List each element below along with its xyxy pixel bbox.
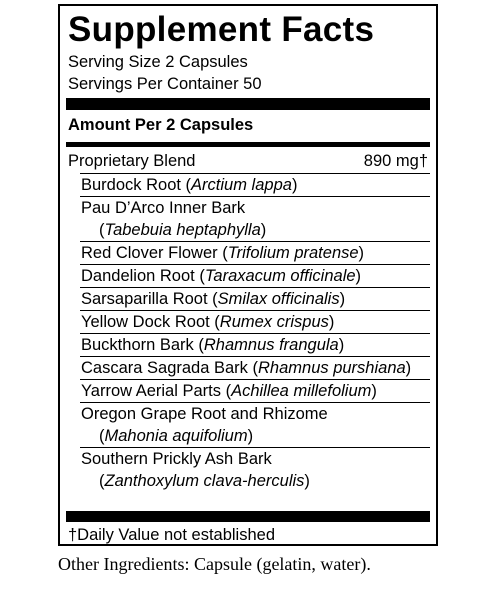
ingredient-paren-open: ( xyxy=(99,472,105,490)
ingredient-line xyxy=(81,403,430,425)
ingredient-scientific-name: Mahonia aquifolium xyxy=(104,427,248,445)
ingredient-row xyxy=(80,196,430,241)
ingredient-row xyxy=(80,173,430,196)
thick-divider-bottom xyxy=(66,511,430,522)
ingredient-name: Cascara Sagrada Bark ( xyxy=(81,359,258,377)
ingredient-name: Red Clover Flower ( xyxy=(81,244,228,262)
ingredient-paren-close: ) xyxy=(358,244,365,262)
ingredient-line xyxy=(81,357,430,379)
ingredient-scientific-name: Taraxacum officinale xyxy=(204,267,356,285)
ingredient-scientific-name: Rhamnus frangula xyxy=(203,336,339,354)
ingredient-paren-close: ) xyxy=(405,359,412,377)
ingredient-line xyxy=(81,242,430,264)
ingredient-line xyxy=(81,219,430,241)
ingredient-scientific-name: Rumex crispus xyxy=(219,313,329,331)
ingredient-row xyxy=(80,264,430,287)
ingredient-name: Yellow Dock Root ( xyxy=(81,313,220,331)
ingredient-paren-close: ) xyxy=(247,427,254,445)
ingredient-line xyxy=(81,174,430,196)
ingredient-line xyxy=(81,311,430,333)
ingredient-name: Yarrow Aerial Parts ( xyxy=(81,382,232,400)
ingredient-row xyxy=(80,356,430,379)
ingredient-paren-close: ) xyxy=(371,382,377,400)
ingredient-line xyxy=(81,197,430,219)
blend-name: Proprietary Blend xyxy=(68,152,196,170)
ingredient-line xyxy=(81,470,430,492)
ingredient-paren-close: ) xyxy=(328,313,335,331)
ingredient-name: Buckthorn Bark ( xyxy=(81,336,204,354)
ingredient-scientific-name: Achillea millefolium xyxy=(231,382,372,400)
ingredient-name: Pau D’Arco Inner Bark xyxy=(81,199,246,217)
ingredient-scientific-name: Smilax officinalis xyxy=(217,290,340,308)
ingredient-paren-close: ) xyxy=(304,472,310,490)
ingredient-scientific-name: Rhamnus purshiana xyxy=(258,359,406,377)
supplement-facts-panel xyxy=(58,4,438,546)
panel-content xyxy=(66,6,430,544)
daily-value-footnote: †Daily Value not established xyxy=(68,526,275,544)
ingredient-line xyxy=(81,288,430,310)
ingredient-name: Burdock Root ( xyxy=(81,176,192,194)
ingredient-scientific-name: Tabebuia heptaphylla xyxy=(104,221,261,239)
servings-per-container: Servings Per Container 50 xyxy=(68,75,262,93)
ingredient-row xyxy=(80,333,430,356)
thick-divider-top xyxy=(66,98,430,110)
ingredient-name: Sarsaparilla Root ( xyxy=(81,290,218,308)
amount-header: Amount Per 2 Capsules xyxy=(68,116,254,134)
ingredient-name: Southern Prickly Ash Bark xyxy=(81,450,272,468)
ingredient-line xyxy=(81,425,430,447)
ingredient-paren-close: ) xyxy=(338,336,345,354)
ingredient-line xyxy=(81,448,430,470)
serving-size: Serving Size 2 Capsules xyxy=(68,53,248,71)
ingredient-paren-close: ) xyxy=(291,176,298,194)
ingredient-row xyxy=(80,402,430,447)
medium-divider xyxy=(66,142,430,147)
ingredient-row xyxy=(80,241,430,264)
ingredient-row xyxy=(80,447,430,492)
proprietary-blend-row xyxy=(68,151,428,171)
ingredient-paren-close: ) xyxy=(339,290,346,308)
ingredient-paren-open: ( xyxy=(99,427,105,445)
panel-title: Supplement Facts xyxy=(68,10,375,49)
ingredient-row xyxy=(80,379,430,402)
ingredient-name: Oregon Grape Root and Rhizome xyxy=(81,405,328,423)
ingredient-paren-open: ( xyxy=(99,221,105,239)
ingredient-list xyxy=(80,173,430,492)
ingredient-row xyxy=(80,287,430,310)
ingredient-scientific-name: Zanthoxylum clava-herculis xyxy=(104,472,305,490)
ingredient-scientific-name: Arctium lappa xyxy=(191,176,292,194)
blend-amount: 890 mg† xyxy=(363,152,428,170)
other-ingredients: Other Ingredients: Capsule (gelatin, water). xyxy=(58,554,371,574)
ingredient-line xyxy=(81,334,430,356)
ingredient-row xyxy=(80,310,430,333)
ingredient-paren-close: ) xyxy=(355,267,362,285)
ingredient-scientific-name: Trifolium pratense xyxy=(227,244,359,262)
ingredient-line xyxy=(81,380,430,402)
ingredient-name: Dandelion Root ( xyxy=(81,267,205,285)
ingredient-paren-close: ) xyxy=(260,221,267,239)
ingredient-line xyxy=(81,265,430,287)
